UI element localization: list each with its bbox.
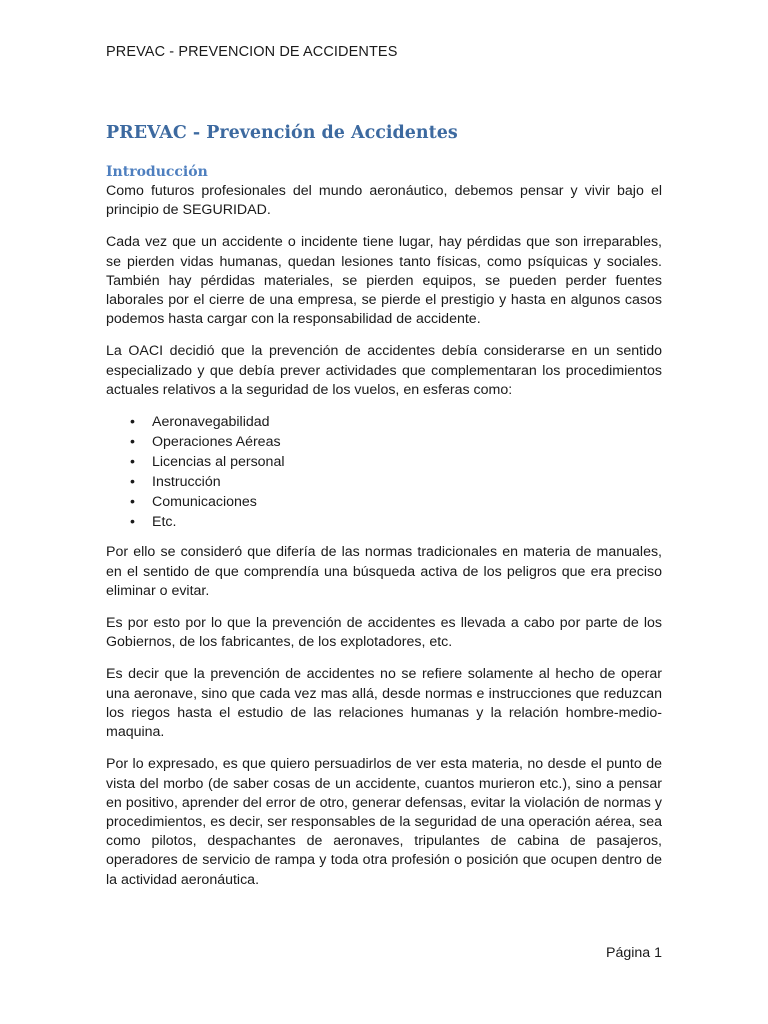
list-item <box>106 413 662 433</box>
paragraph-6: Es decir que la prevención de accidentes no se refiere solamente al hecho de operar una aeronave, sino que cada vez mas allá, desde normas e instrucciones que reduzcan los riegos hasta el estudio de las relaciones humanas y la relación hombre-medio-maquina. <box>106 666 662 741</box>
document-title: PREVAC - Prevención de Accidentes <box>106 123 458 143</box>
page-number: Página 1 <box>605 945 662 961</box>
paragraph-4: Por ello se consideró que difería de las normas tradicionales en materia de manuales, en el sentido de que comprendía una búsqueda activa de los peligros que era preciso eliminar o evitar. <box>106 544 662 599</box>
running-header: PREVAC - PREVENCION DE ACCIDENTES <box>106 44 398 60</box>
document-body <box>106 120 662 890</box>
paragraph-5: Es por esto por lo que la prevención de accidentes es llevada a cabo por parte de los Gobiernos, de los fabricantes, de los explotadores, etc. <box>106 615 662 651</box>
list-item <box>106 453 662 473</box>
paragraph-1: Como futuros profesionales del mundo aeronáutico, debemos pensar y vivir bajo el principio de SEGURIDAD. <box>106 183 662 219</box>
paragraph-3: La OACI decidió que la prevención de accidentes debía considerarse en un sentido especializado y que debía prever actividades que complementaran los procedimientos actuales relativos a la seguridad de los vuelos, en esferas como: <box>106 343 662 398</box>
section-heading-introduccion: Introducción <box>106 164 208 180</box>
list-item-text: Operaciones Aéreas <box>152 433 281 450</box>
list-item-text: Etc. <box>152 513 177 530</box>
list-item <box>106 493 662 513</box>
bullet-icon: • <box>130 513 135 530</box>
bullet-list-areas <box>106 413 662 532</box>
list-item-text: Aeronavegabilidad <box>152 414 270 431</box>
list-item <box>106 473 662 493</box>
list-item-text: Instrucción <box>152 473 221 490</box>
list-item <box>106 513 662 533</box>
list-item-text: Licencias al personal <box>152 453 285 470</box>
paragraph-7: Por lo expresado, es que quiero persuadirlos de ver esta materia, no desde el punto de vista del morbo (de saber cosas de un accidente, cuantos murieron etc.), sino a pensar en positivo, aprender del error de otro, generar defensas, evitar la violación de normas y procedimientos, es decir, ser responsables de la seguridad de una operación aérea, sea como pilotos, despachantes de aeronaves, tripulantes de cabina de pasajeros, operadores de servicio de rampa y toda otra profesión o posición que ocupen dentro de la actividad aeronáutica. <box>106 756 662 888</box>
bullet-icon: • <box>130 414 135 431</box>
bullet-icon: • <box>130 433 135 450</box>
bullet-icon: • <box>130 473 135 490</box>
paragraph-2: Cada vez que un accidente o incidente tiene lugar, hay pérdidas que son irreparables, se pierden vidas humanas, quedan lesiones tanto físicas, como psíquicas y sociales. También hay pérdidas materiales, se pierden equipos, se pueden perder fuentes laborales por el cierre de una empresa, se pierde el prestigio y hasta en algunos casos podemos hasta cargar con la responsabilidad de accidente. <box>106 234 662 328</box>
bullet-icon: • <box>130 453 135 470</box>
list-item <box>106 433 662 453</box>
bullet-icon: • <box>130 493 135 510</box>
list-item-text: Comunicaciones <box>152 493 257 510</box>
